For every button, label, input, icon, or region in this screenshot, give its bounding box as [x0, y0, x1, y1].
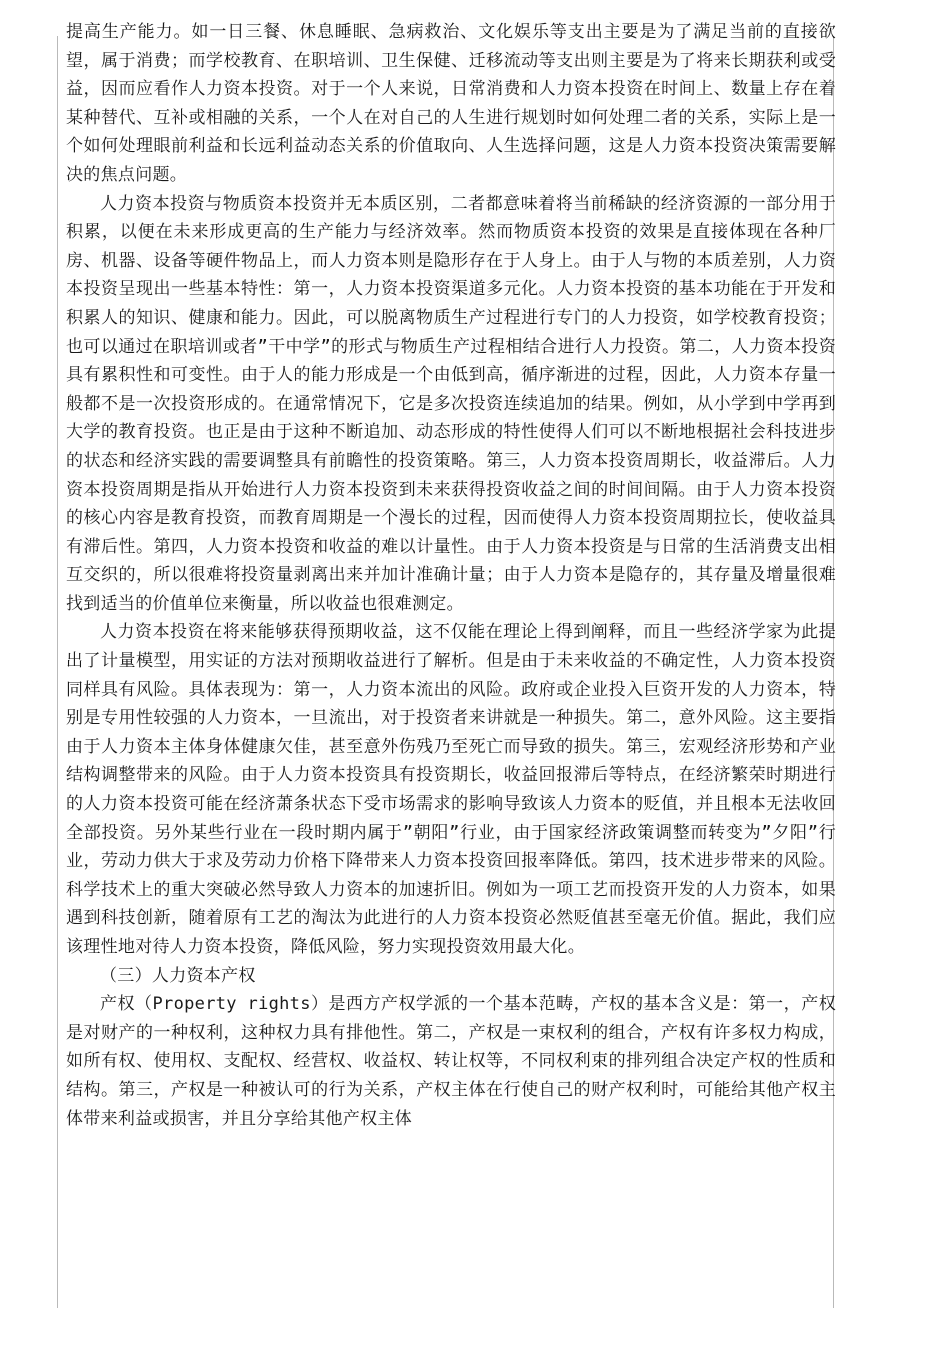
paragraph-investment-risks: 人力资本投资在将来能够获得预期收益，这不仅能在理论上得到阐释，而且一些经济学家为此提出了计量模型，用实证的方法对预期收益进行了解析。但是由于未来收益的不确定性，人力资本投资同样具有风险。具体表现为：第一，人力资本流出的风险。政府或企业投入巨资开发的人力资本，特别是专用性较强的人力资本，一旦流出，对于投资者来讲就是一种损失。第二，意外风险。这主要指由于人力资本主体身体健康欠佳，甚至意外伤残乃至死亡而导致的损失。第三，宏观经济形势和产业结构调整带来的风险。由于人力资本投资具有投资期长，收益回报滞后等特点，在经济繁荣时期进行的人力资本投资可能在经济萧条状态下受市场需求的影响导致该人力资本的贬值，并且根本无法收回全部投资。另外某些行业在一段时期内属于”朝阳”行业，由于国家经济政策调整而转变为”夕阳”行业，劳动力供大于求及劳动力价格下降带来人力资本投资回报率降低。第四，技术进步带来的风险。科学技术上的重大突破必然导致人力资本的加速折旧。例如为一项工艺而投资开发的人力资本，如果遇到科技创新，随着原有工艺的淘汰为此进行的人力资本投资必然贬值甚至毫无价值。据此，我们应该理性地对待人力资本投资，降低风险，努力实现投资效用最大化。	[66, 622, 836, 957]
body-text	[66, 18, 836, 1133]
paragraph-property-rights: 产权（Property rights）是西方产权学派的一个基本范畴，产权的基本含义是：第一，产权是对财产的一种权利，这种权力具有排他性。第二，产权是一束权利的组合，产权有许多权力构成，如所有权、使用权、支配权、经营权、收益权、转让权等，不同权利束的排列组合决定产权的性质和结构。第三，产权是一种被认可的行为关系，产权主体在行使自己的财产权利时，可能给其他产权主体带来利益或损害，并且分享给其他产权主体	[66, 994, 836, 1129]
section-heading: （三）人力资本产权	[100, 965, 256, 986]
left-margin-rule	[57, 36, 58, 1308]
paragraph-continuation: 提高生产能力。如一日三餐、休息睡眠、急病救治、文化娱乐等支出主要是为了满足当前的直接欲望，属于消费；而学校教育、在职培训、卫生保健、迁移流动等支出则主要是为了将来长期获利或受益，因而应看作人力资本投资。对于一个人来说，日常消费和人力资本投资在时间上、数量上存在着某种替代、互补或相融的关系，一个人在对自己的人生进行规划时如何处理二者的关系，实际上是一个如何处理眼前利益和长远利益动态关系的价值取向、人生选择问题，这是人力资本投资决策需要解决的焦点问题。	[66, 22, 836, 185]
paragraph-investment-characteristics: 人力资本投资与物质资本投资并无本质区别，二者都意味着将当前稀缺的经济资源的一部分用于积累，以便在未来形成更高的生产能力与经济效率。然而物质资本投资的效果是直接体现在各种厂房、机器、设备等硬件物品上，而人力资本则是隐形存在于人身上。由于人与物的本质差别，人力资本投资呈现出一些基本特性：第一，人力资本投资渠道多元化。人力资本投资的基本功能在于开发和积累人的知识、健康和能力。因此，可以脱离物质生产过程进行专门的人力投资，如学校教育投资；也可以通过在职培训或者”干中学”的形式与物质生产过程相结合进行人力投资。第二，人力资本投资具有累积性和可变性。由于人的能力形成是一个由低到高，循序渐进的过程，因此，人力资本存量一般都不是一次投资形成的。在通常情况下，它是多次投资连续追加的结果。例如，从小学到中学再到大学的教育投资。也正是由于这种不断追加、动态形成的特性使得人们可以不断地根据社会科技进步的状态和经济实践的需要调整具有前瞻性的投资策略。第三，人力资本投资周期长，收益滞后。人力资本投资周期是指从开始进行人力资本投资到未来获得投资收益之间的时间间隔。由于人力资本投资的核心内容是教育投资，而教育周期是一个漫长的过程，因而使得人力资本投资周期拉长，使收益具有滞后性。第四，人力资本投资和收益的难以计量性。由于人力资本投资是与日常的生活消费支出相互交织的，所以很难将投资量剥离出来并加计准确计量；由于人力资本是隐存的，其存量及增量很难找到适当的价值单位来衡量，所以收益也很难测定。	[66, 193, 836, 614]
